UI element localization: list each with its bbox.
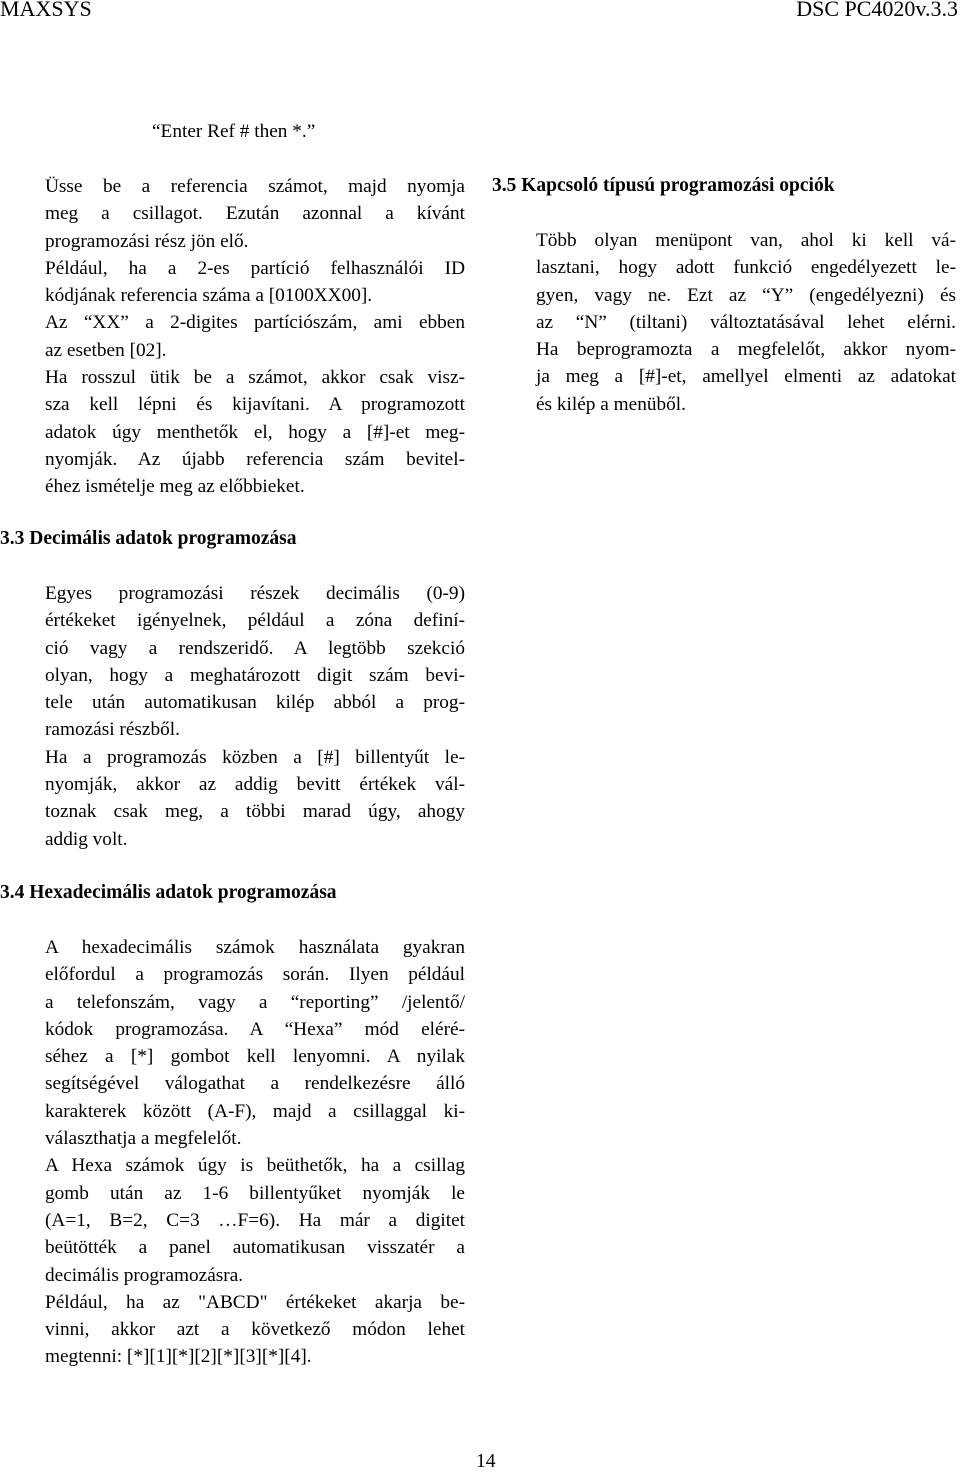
text-line: választhatja a megfelelőt.	[45, 1128, 242, 1150]
text-line: Üsse be a referencia számot, majd nyomja	[45, 176, 465, 197]
text-line: sza kell lépni és kijavítani. A programozott	[45, 394, 465, 416]
text-line: meg a csillagot. Ezután azonnal a kívánt	[45, 203, 465, 225]
text-line: kódjának referencia száma a [0100XX00].	[45, 285, 373, 307]
text-line: toznak csak meg, a többi marad úgy, ahogy	[45, 801, 465, 823]
header-left: MAXSYS	[0, 0, 92, 21]
text-line: gyen, vagy ne. Ezt az “Y” (engedélyezni) és	[536, 284, 956, 306]
text-line: karakterek között (A-F), majd a csillaggal ki-	[45, 1100, 465, 1122]
text-line: ramozási részből.	[45, 719, 180, 741]
text-line: ja meg a [#]-et, amellyel elmenti az adatokat	[536, 366, 956, 388]
text-line: Ha a programozás közben a [#] billentyűt le-	[45, 746, 465, 768]
text-line: a telefonszám, vagy a “reporting” /jelentő/	[45, 991, 465, 1013]
page-number: 14	[476, 1451, 496, 1472]
header-right: DSC PC4020v.3.3	[796, 0, 958, 21]
text-line: séhez a [*] gombot kell lenyomni. A nyilak	[45, 1046, 465, 1068]
section-3-5-paragraph	[536, 227, 956, 418]
text-line: kódok programozása. A “Hexa” mód eléré-	[45, 1018, 465, 1040]
text-line: Több olyan menüpont van, ahol ki kell vá-	[536, 230, 956, 251]
text-line: az “N” (tiltani) változtatásával lehet elérni.	[536, 311, 956, 333]
text-line: előfordul a programozás során. Ilyen például	[45, 964, 465, 986]
text-line: Az “XX” a 2-digites partíciószám, ami ebben	[45, 312, 465, 334]
enter-ref-prompt: “Enter Ref # then *.”	[152, 121, 316, 142]
text-line: az esetben [02].	[45, 339, 167, 361]
text-line: Például, ha a 2-es partíció felhasználói ID	[45, 257, 465, 279]
section-3-5-heading: 3.5 Kapcsoló típusú programozási opciók	[492, 175, 835, 196]
left-intro-paragraph	[45, 173, 465, 501]
text-line: beütötték a panel automatikusan visszatér a	[45, 1237, 465, 1259]
text-line: Egyes programozási részek decimális (0-9)	[45, 583, 465, 604]
section-3-3-paragraph	[45, 580, 465, 853]
text-line: tele után automatikusan kilép abból a prog-	[45, 692, 465, 714]
text-line: addig volt.	[45, 828, 128, 850]
text-line: Ha rosszul ütik be a számot, akkor csak visz-	[45, 367, 465, 389]
text-line: adatok úgy menthetők el, hogy a [#]-et meg-	[45, 421, 465, 443]
text-line: értékeket igényelnek, például a zóna definí-	[45, 610, 465, 632]
text-line: lasztani, hogy adott funkció engedélyezett le-	[536, 257, 956, 279]
text-line: olyan, hogy a meghatározott digit szám bevi-	[45, 664, 465, 686]
section-3-4-paragraph	[45, 934, 465, 1371]
text-line: segítségével válogathat a rendelkezésre álló	[45, 1073, 465, 1095]
text-line: nyomják, akkor az addig bevitt értékek vál-	[45, 774, 465, 796]
text-line: éhez ismételje meg az előbbieket.	[45, 476, 305, 498]
text-line: A hexadecimális számok használata gyakran	[45, 937, 465, 958]
text-line: ció vagy a rendszeridő. A legtöbb szekció	[45, 637, 465, 659]
text-line: programozási rész jön elő.	[45, 230, 249, 252]
text-line: Ha beprogramozta a megfelelőt, akkor nyom-	[536, 339, 956, 361]
text-line: és kilép a menüből.	[536, 393, 686, 415]
text-line: A Hexa számok úgy is beüthetők, ha a csillag	[45, 1155, 465, 1177]
text-line: decimális programozásra.	[45, 1264, 244, 1286]
text-line: nyomják. Az újabb referencia szám bevitel-	[45, 448, 465, 470]
text-line: (A=1, B=2, C=3 …F=6). Ha már a digitet	[45, 1209, 465, 1231]
section-3-4-heading: 3.4 Hexadecimális adatok programozása	[0, 882, 337, 903]
section-3-3-heading: 3.3 Decimális adatok programozása	[0, 528, 297, 549]
text-line: megtenni: [*][1][*][2][*][3][*][4].	[45, 1346, 312, 1368]
text-line: Például, ha az "ABCD" értékeket akarja be-	[45, 1291, 465, 1313]
text-line: vinni, akkor azt a következő módon lehet	[45, 1319, 465, 1341]
text-line: gomb után az 1-6 billentyűket nyomják le	[45, 1182, 465, 1204]
